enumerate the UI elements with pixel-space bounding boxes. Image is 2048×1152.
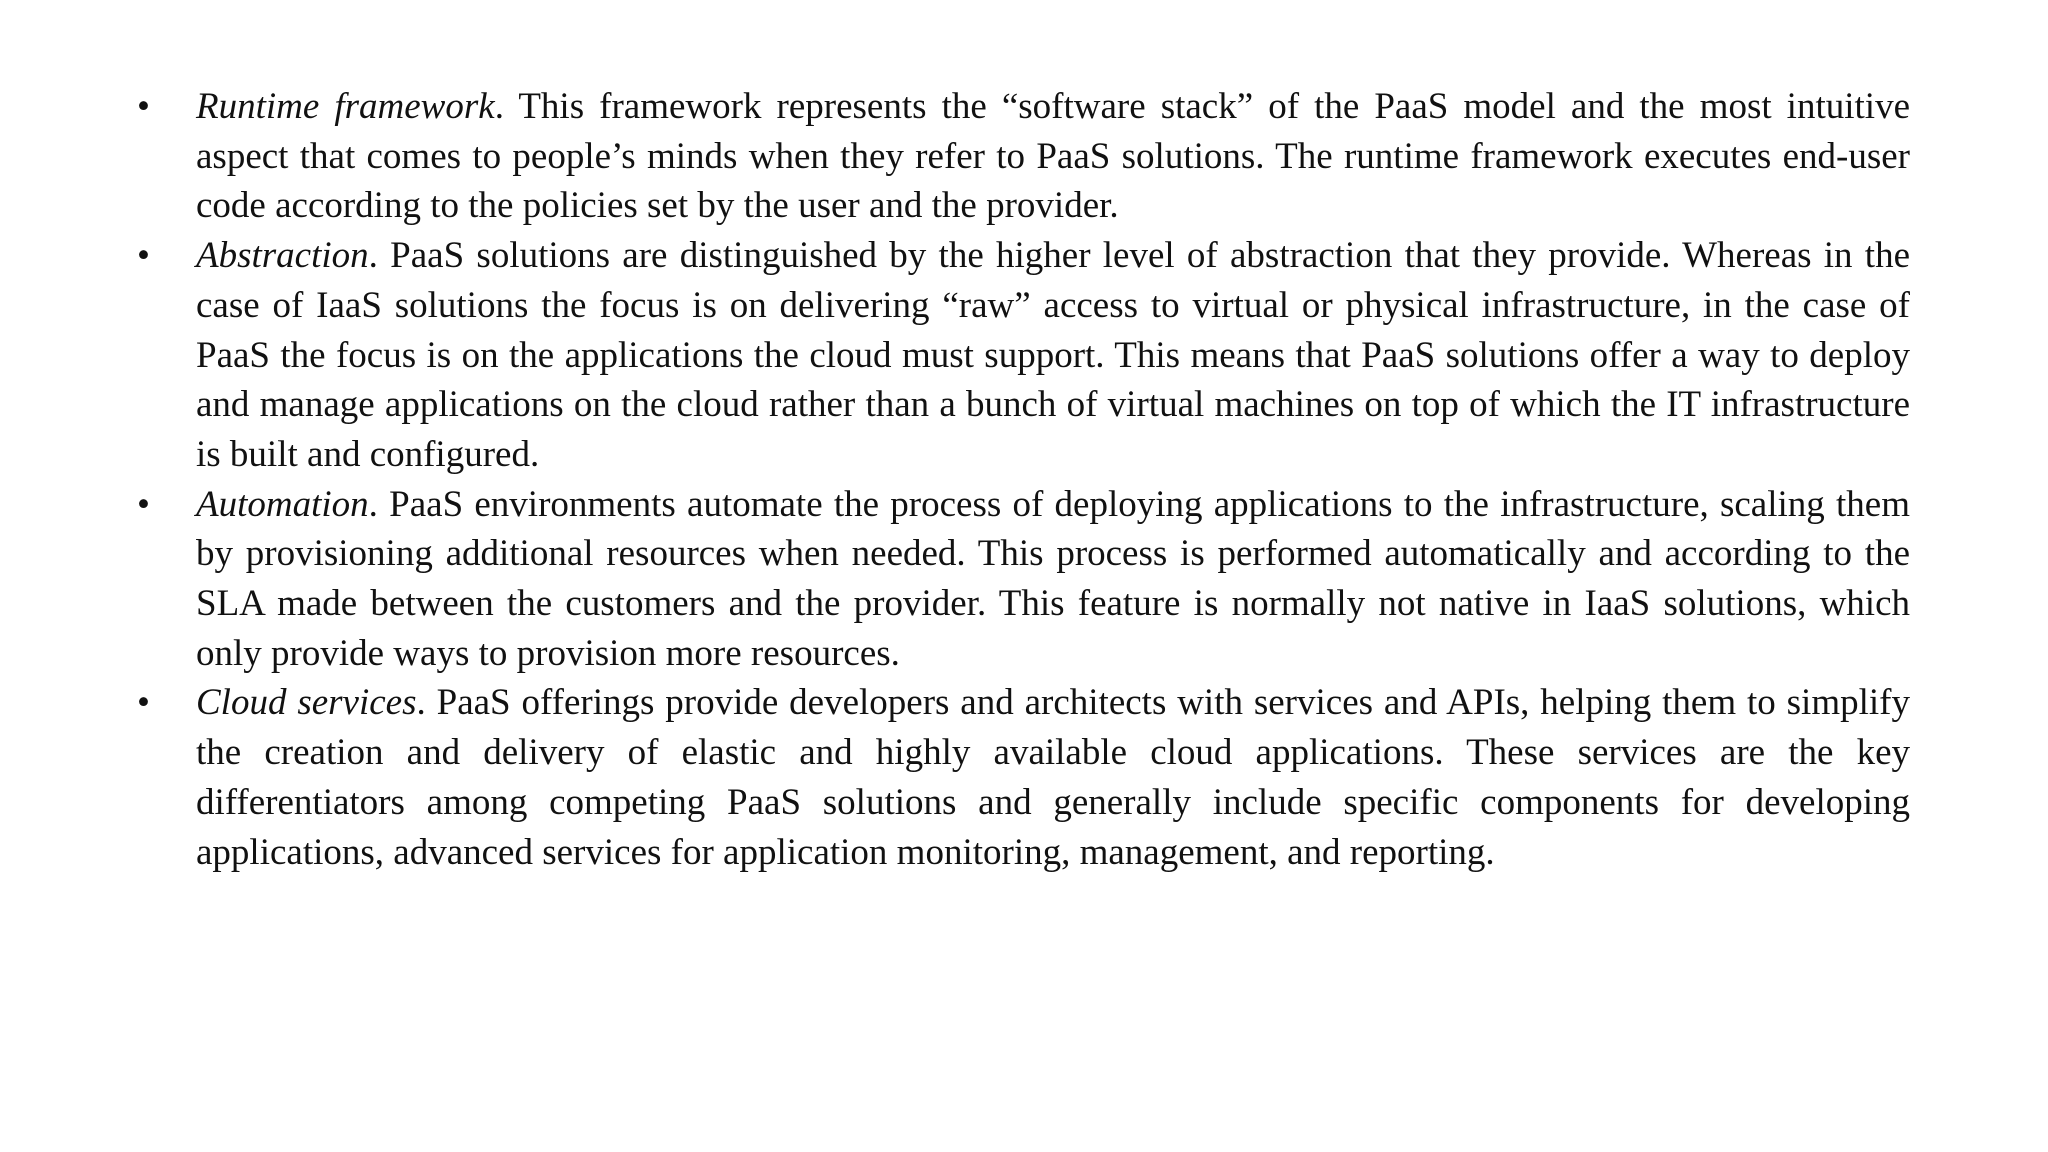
item-description: . This framework represents the “software stack” of the PaaS model and the most intuitive aspect that comes to people’s minds when they refer to PaaS solutions. The runtime framework executes end-user code according to the policies set by the user and the provider. bbox=[196, 86, 1910, 227]
bullet-icon: • bbox=[137, 682, 150, 724]
list-item-abstraction bbox=[137, 231, 1910, 480]
item-description: . PaaS offerings provide developers and architects with services and APIs, helping them to simplify the creation and delivery of elastic and highly available cloud applications. These services are the key differentiators among competing PaaS solutions and generally include specific components for developing applications, advanced services for application monitoring, management, and reporting. bbox=[196, 682, 1910, 873]
bullet-icon: • bbox=[137, 235, 150, 277]
item-description: . PaaS environments automate the process of deploying applications to the infrastructure, scaling them by provisioning additional resources when needed. This process is performed automatically and according to the SLA made between the customers and the provider. This feature is normally not native in IaaS solutions, which only provide ways to provision more resources. bbox=[196, 483, 1910, 674]
item-term: Cloud services bbox=[196, 682, 417, 724]
bullet-icon: • bbox=[137, 483, 150, 525]
list-item-runtime-framework bbox=[137, 82, 1910, 231]
item-term: Abstraction bbox=[196, 235, 369, 277]
item-term: Automation bbox=[196, 483, 369, 525]
item-description: . PaaS solutions are distinguished by the higher level of abstraction that they provide. Whereas in the case of IaaS solutions the focus is on delivering “raw” access to virtual or physical infrastructure, in the case of PaaS the focus is on the applications the cloud must support. This means that PaaS solutions offer a way to deploy and manage applications on the cloud rather than a bunch of virtual machines on top of which the IT infrastructure is built and configured. bbox=[196, 235, 1910, 475]
list-item-automation bbox=[137, 480, 1910, 679]
paas-features-list bbox=[137, 82, 1910, 877]
bullet-icon: • bbox=[137, 86, 150, 127]
item-term: Runtime framework bbox=[196, 86, 495, 127]
list-item-cloud-services bbox=[137, 678, 1910, 877]
